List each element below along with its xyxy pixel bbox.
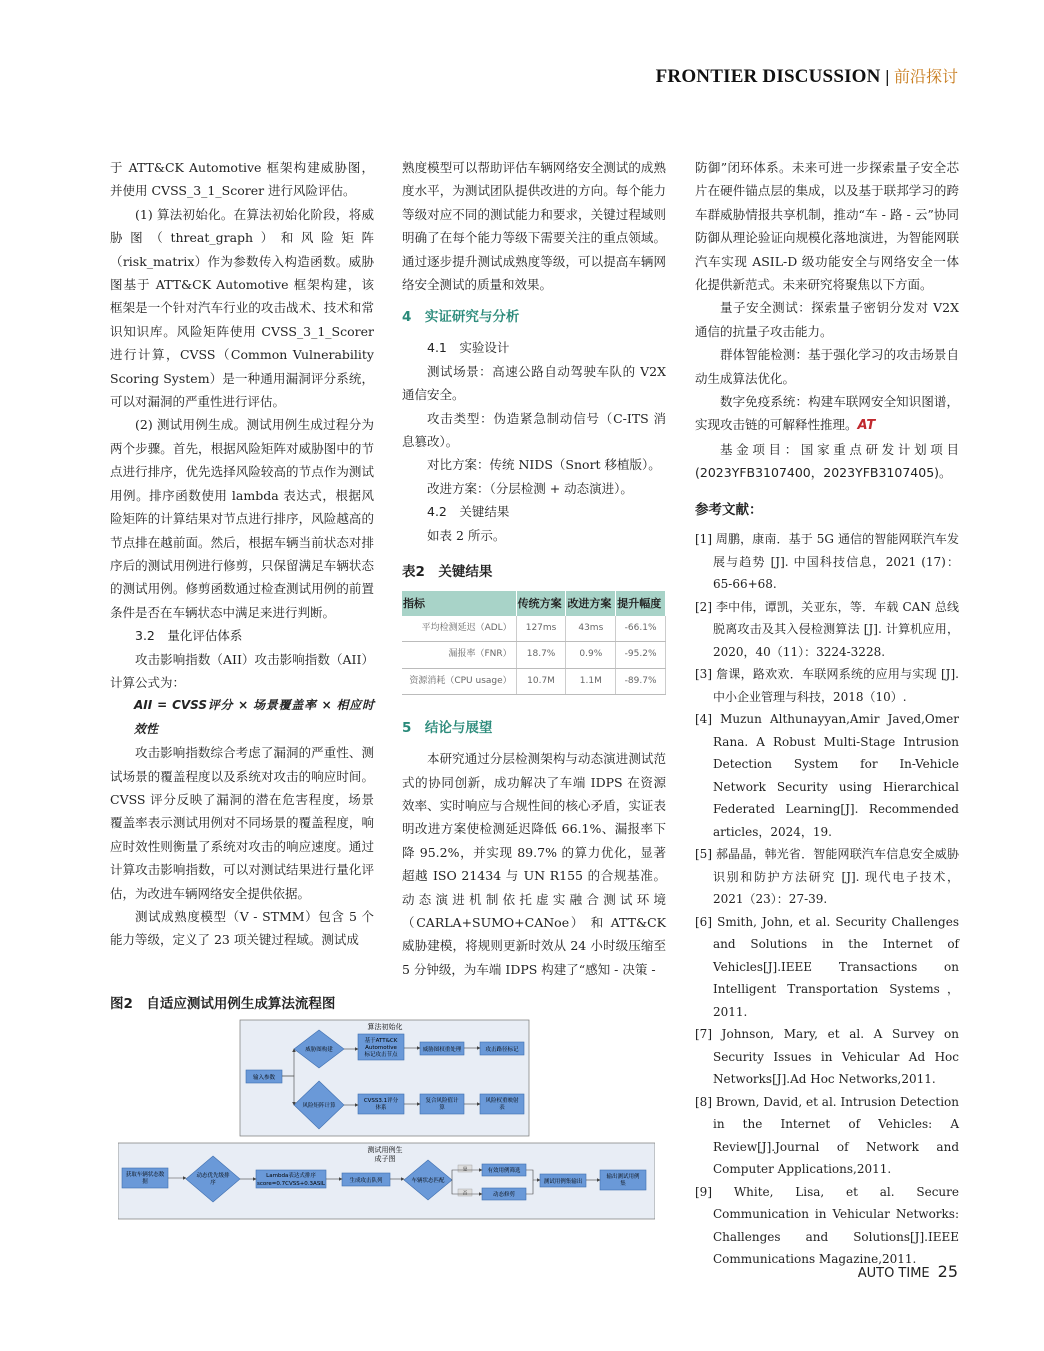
case-output-label: 测试用例集输出 [543, 1179, 583, 1185]
table-header: 提升幅度 [616, 591, 666, 616]
results-table [402, 591, 666, 696]
table-cell: 0.9% [566, 642, 616, 668]
column-1 [110, 156, 374, 952]
table-header: 传统方案 [516, 591, 566, 616]
dynamic-priority-label-1: 动态优先级排 [196, 1173, 230, 1179]
column-2 [402, 156, 666, 981]
paragraph: 群体智能检测：基于强化学习的攻击场景自动生成算法优化。 [695, 347, 959, 386]
paragraph: 本研究通过分层检测架构与动态演进测试范式的协同创新，成功解决了车端 IDPS 在资源效率、实时响应与合规性间的核心矛盾，实证表明改进方案使检测延迟降低 66.1%、漏报率下降 95.2%，并实现 89.7% 的算力优化，显著超越 ISO 21434 与 UN R155 的合规基准。动态演进机制依托虚实融合测试环境（CARLA+SUMO+CANoe） 和 ATT&CK 威胁建模，将规则更新时效从 24 小时级压缩至 5 分钟级，为车端 IDPS 构建了“感知 - 决策 - [402, 751, 666, 977]
paragraph: 防御”闭环体系。未来可进一步探索量子安全芯片在硬件锚点层的集成，以及基于联邦学习的跨车群威胁情报共享机制，推动“车 - 路 - 云”协同防御从理论验证向规模化落地演进，为智能网联汽车实现 ASIL-D 级功能安全与网络安全一体化提供新范式。未来研究将聚焦以下方面。 [695, 160, 959, 293]
paragraph: (2) 测试用例生成。测试用例生成过程分为两个步骤。首先，根据风险矩阵对威胁图中的节点进行排序，优先选择风险较高的节点作为测试用例。排序函数使用 lambda 表达式，根据风险矩阵的计算结果对节点进行排序，风险越高的节点排在越前面。然后，根据车辆当前状态对排序后的测试用例进行修剪，只保留满足车辆状态的测试用例。修剪函数通过检查测试用例的前置条件是否在车辆状态中满足来进行判断。 [110, 417, 374, 620]
reference-item: [3] 詹课，路欢欢．车联网系统的应用与实现 [J]. 中小企业管理与科技，2018（10）. [695, 667, 959, 704]
table-cell: 资源消耗（CPU usage） [402, 668, 516, 694]
header-chinese: 前沿探讨 [893, 67, 958, 86]
input-label: 输入参数 [252, 1075, 276, 1081]
reference-item: [6] Smith, John, et al. Security Challenges and Solutions in the Internet of Vehicles[J].IEEE Transactions on Intelligent Transportation Systems，2011. [695, 914, 959, 1019]
lambda-sort-label-2: score=0.7CVSS+0.3ASIL [256, 1181, 326, 1187]
att-label-3: 标记攻击节点 [364, 1052, 398, 1058]
paragraph: 对比方案：传统 NIDS（Snort 移植版）。 [427, 457, 661, 473]
paragraph: 测试成熟度模型（V - STMM）包含 5 个能力等级，定义了 23 项关键过程域。测试成 [110, 909, 374, 948]
figure-caption: 图2 自适应测试用例生成算法流程图 [110, 996, 336, 1012]
final-output-box [600, 1170, 646, 1190]
header-separator: | [884, 67, 890, 86]
cvss-label-2: 体系 [375, 1105, 387, 1111]
table-cell: 127ms [516, 616, 566, 642]
paragraph-text: 数字免疫系统：构建车联网安全知识图谱，实现攻击链的可解释性推理。 [695, 394, 959, 433]
valid-filter-label: 有效用例筛选 [487, 1168, 521, 1174]
yes-label: 是 [462, 1167, 468, 1173]
paragraph: 攻击影响指数（AII）攻击影响指数（AII）计算公式为： [110, 651, 374, 690]
weight-label: 威胁图权重处理 [422, 1047, 462, 1053]
table-cell: 漏报率（FNR） [402, 642, 516, 668]
init-group-label: 算法初始化 [367, 1023, 403, 1031]
table-cell: -95.2% [616, 642, 666, 668]
lambda-sort-label-1: Lambda表达式排序 [266, 1173, 316, 1179]
paragraph: (1) 算法初始化。在算法初始化阶段，将威胁图（threat_graph）和风险矩阵（risk_matrix）作为参数传入构造函数。威胁图基于 ATT&CK Automotive 框架构建，该框架是一个针对汽车行业的攻击战术、技术和常识知识库。风险矩阵使用 CVSS_3_1_Scorer 进行计算，CVSS（Common Vulnerability Scoring System）是一种通用漏洞评分系统，可以对漏洞的严重性进行评估。 [110, 206, 374, 410]
table-cell: 18.7% [516, 642, 566, 668]
subsection-4-1: 4.1 实验设计 [427, 340, 510, 356]
att-label-2: Automotive [365, 1045, 397, 1051]
section-5-heading: 5 结论与展望 [402, 720, 493, 737]
vehicle-state-label-1: 获取车辆状态数 [125, 1172, 165, 1178]
paragraph: 攻击影响指数综合考虑了漏洞的严重性、测试场景的覆盖程度以及系统对攻击的响应时间。CVSS 评分反映了漏洞的潜在危害程度，场景覆盖率表示测试用例对不同场景的覆盖程度，响应时效性则衡量了系统对攻击的响应速度。通过计算攻击影响指数，可以对测试结果进行量化评估，为改进车辆网络安全提供依据。 [110, 745, 374, 901]
header-english: FRONTIER DISCUSSION [655, 66, 881, 87]
path-label: 攻击路径标记 [485, 1047, 519, 1053]
attack-queue-label: 生成攻击队列 [349, 1178, 383, 1184]
threat-graph-label: 威胁图构建 [305, 1047, 333, 1053]
reference-item: [4] Muzun Althunayyan,Amir Javed,Omer Rana. A Robust Multi-Stage Intrusion Detection System for In-Vehicle Network Security using Hierarchical Federated Learning[J]. Recommended articles，2024，19. [695, 712, 959, 839]
table-header: 指标 [402, 591, 516, 616]
reference-item: [8] Brown, David, et al. Intrusion Detection in the Internet of Vehicles: A Review[J].Journal of Network and Computer Applications,2011. [695, 1094, 959, 1177]
vehicle-state-label-2: 据 [142, 1179, 148, 1185]
table-caption: 表2 关键结果 [402, 564, 493, 581]
page-footer [858, 1262, 958, 1281]
reference-item: [7] Johnson, Mary, et al. A Survey on Security Issues in Vehicular Ad Hoc Networks[J].Ad Hoc Networks,2011. [695, 1027, 959, 1087]
no-label: 否 [462, 1191, 468, 1197]
table-cell: -89.7% [616, 668, 666, 694]
reference-item: [1] 周鹏，康南．基于 5G 通信的智能网联汽车发展与趋势 [J]. 中国科技信息，2021 (17)：65-66+68. [695, 532, 959, 592]
table-row [402, 668, 666, 694]
formula: AII = CVSS评分 × 场景覆盖率 × 相应时效性 [134, 698, 374, 736]
reference-item: [5] 郝晶晶，韩光省．智能网联汽车信息安全威胁识别和防护方法研究 [J]. 现代电子技术，2021（23）：27-39. [695, 847, 959, 907]
generation-group-label-1: 测试用例生 [367, 1146, 403, 1154]
risk-weight-label-1: 风险权重映射 [485, 1098, 519, 1104]
table-cell: 1.1M [566, 668, 616, 694]
final-output-label-1: 输出测试用例 [606, 1174, 640, 1180]
composite-risk-box [420, 1094, 464, 1114]
reference-item: [9] White, Lisa, et al. Secure Communication in Vehicular Networks: Challenges and Solutions[J].IEEE Communications Magazine,2011. [695, 1184, 959, 1267]
paragraph: 熟度模型可以帮助评估车辆网络安全测试的成熟度水平，为测试团队提供改进的方向。每个能力等级对应不同的测试能力和要求，关键过程域则明确了在每个能力等级下需要关注的重点领域。通过逐步提升测试成熟度等级，可以提高车辆网络安全测试的质量和效果。 [402, 160, 666, 293]
dynamic-priority-label-2: 序 [210, 1180, 216, 1186]
table-row [402, 642, 666, 668]
generation-group-label-2: 成子图 [374, 1155, 396, 1163]
funding-note: 基金项目：国家重点研发计划项目 (2023YFB3107400，2023YFB3107405)。 [695, 441, 959, 481]
table-cell: 10.7M [516, 668, 566, 694]
page-number: 25 [937, 1262, 958, 1281]
flowchart-figure [118, 1018, 655, 1221]
paragraph: 量子安全测试：探索量子密钥分发对 V2X 通信的抗量子攻击能力。 [695, 300, 959, 339]
paragraph: 改进方案：（分层检测 + 动态演进）。 [427, 480, 633, 496]
paragraph: 如表 2 所示。 [427, 527, 506, 543]
end-mark-logo: AT [857, 418, 876, 434]
cvss-box [358, 1094, 404, 1114]
paragraph [695, 390, 959, 438]
reference-item: [2] 李中伟，谭凯，关亚东，等．车载 CAN 总线脱离攻击及其入侵检测算法 [J]. 计算机应用，2020，40（11）：3224-3228. [695, 599, 959, 659]
risk-matrix-label: 风险矩阵计算 [302, 1103, 336, 1109]
running-header [656, 64, 958, 88]
table-header-row [402, 591, 666, 616]
table-header: 改进方案 [566, 591, 616, 616]
paragraph: 于 ATT&CK Automotive 框架构建威胁图，并使用 CVSS_3_1_Scorer 进行风险评估。 [110, 160, 374, 199]
column-3 [695, 156, 959, 1271]
risk-weight-label-2: 表 [499, 1105, 505, 1111]
composite-risk-label-2: 算 [439, 1105, 445, 1111]
paragraph: 测试场景：高速公路自动驾驶车队的 V2X 通信安全。 [402, 363, 666, 403]
journal-name: AUTO TIME [857, 1266, 930, 1281]
subsection-4-2: 4.2 关键结果 [427, 504, 510, 520]
composite-risk-label-1: 复合风险值计 [425, 1098, 459, 1104]
risk-weight-box [480, 1094, 524, 1114]
state-match-label: 车辆状态匹配 [411, 1178, 445, 1184]
cvss-label-1: CVSS3.1评分 [363, 1098, 399, 1104]
section-4-heading: 4 实证研究与分析 [402, 309, 520, 326]
subsection-3-2: 3.2 量化评估体系 [135, 628, 243, 644]
table-cell: 平均检测延迟（ADL） [402, 616, 516, 642]
table-cell: 43ms [566, 616, 616, 642]
att-label-1: 基于ATT&CK [364, 1038, 398, 1044]
vehicle-state-box [122, 1168, 168, 1188]
final-output-label-2: 集 [620, 1181, 626, 1187]
dynamic-pruning-label: 动态修剪 [492, 1192, 516, 1198]
paragraph: 攻击类型：伪造紧急制动信号（C-ITS 消息篡改）。 [402, 410, 666, 450]
table-row [402, 616, 666, 642]
table-cell: -66.1% [616, 616, 666, 642]
references-heading: 参考文献： [695, 501, 763, 518]
